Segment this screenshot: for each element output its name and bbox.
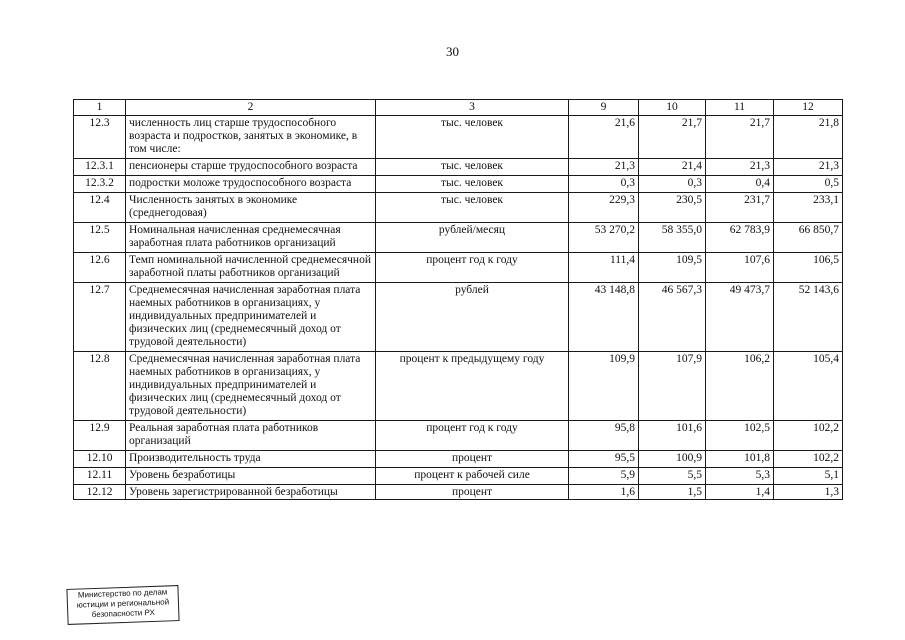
indicator-name: пенсионеры старше трудоспособного возраста <box>126 159 376 176</box>
value-9: 111,4 <box>569 253 639 283</box>
value-11: 21,3 <box>706 159 774 176</box>
value-9: 95,5 <box>569 451 639 468</box>
indicator-name: Реальная заработная плата работников организаций <box>126 421 376 451</box>
unit: тыс. человек <box>376 116 569 159</box>
stamp-line: безопасности РХ <box>91 607 155 620</box>
value-12: 5,1 <box>774 468 843 485</box>
value-12: 233,1 <box>774 193 843 223</box>
value-11: 231,7 <box>706 193 774 223</box>
indicator-name: Производительность труда <box>126 451 376 468</box>
header-col-9: 9 <box>569 100 639 116</box>
value-10: 46 567,3 <box>639 283 706 352</box>
indicator-name: Среднемесячная начисленная заработная плата наемных работников в организациях, у индивидуальных предпринимателей и физических лиц (среднемесячный доход от трудовой деятельности) <box>126 283 376 352</box>
value-11: 49 473,7 <box>706 283 774 352</box>
row-number: 12.3.2 <box>74 176 126 193</box>
value-10: 21,7 <box>639 116 706 159</box>
value-9: 21,6 <box>569 116 639 159</box>
header-col-unit: 3 <box>376 100 569 116</box>
table-row <box>74 468 843 485</box>
indicator-name: Уровень безработицы <box>126 468 376 485</box>
row-number: 12.3.1 <box>74 159 126 176</box>
indicator-name: подростки моложе трудоспособного возраста <box>126 176 376 193</box>
row-number: 12.12 <box>74 485 126 500</box>
value-10: 101,6 <box>639 421 706 451</box>
row-number: 12.11 <box>74 468 126 485</box>
value-9: 21,3 <box>569 159 639 176</box>
row-number: 12.8 <box>74 352 126 421</box>
row-number: 12.7 <box>74 283 126 352</box>
row-number: 12.5 <box>74 223 126 253</box>
value-9: 53 270,2 <box>569 223 639 253</box>
value-12: 0,5 <box>774 176 843 193</box>
value-11: 107,6 <box>706 253 774 283</box>
value-9: 95,8 <box>569 421 639 451</box>
value-10: 21,4 <box>639 159 706 176</box>
value-10: 1,5 <box>639 485 706 500</box>
value-9: 109,9 <box>569 352 639 421</box>
unit: тыс. человек <box>376 176 569 193</box>
unit: рублей/месяц <box>376 223 569 253</box>
value-12: 1,3 <box>774 485 843 500</box>
header-col-10: 10 <box>639 100 706 116</box>
table-row <box>74 421 843 451</box>
value-10: 5,5 <box>639 468 706 485</box>
value-12: 66 850,7 <box>774 223 843 253</box>
row-number: 12.3 <box>74 116 126 159</box>
table-row <box>74 159 843 176</box>
ministry-stamp <box>66 585 179 625</box>
indicator-name: Уровень зарегистрированной безработицы <box>126 485 376 500</box>
header-col-12: 12 <box>774 100 843 116</box>
indicator-name: Номинальная начисленная среднемесячная заработная плата работников организаций <box>126 223 376 253</box>
value-11: 62 783,9 <box>706 223 774 253</box>
unit: тыс. человек <box>376 159 569 176</box>
unit: процент год к году <box>376 253 569 283</box>
header-col-11: 11 <box>706 100 774 116</box>
value-9: 5,9 <box>569 468 639 485</box>
table-row <box>74 176 843 193</box>
value-11: 0,4 <box>706 176 774 193</box>
unit: процент <box>376 451 569 468</box>
value-12: 105,4 <box>774 352 843 421</box>
unit: тыс. человек <box>376 193 569 223</box>
row-number: 12.6 <box>74 253 126 283</box>
value-10: 109,5 <box>639 253 706 283</box>
table-row <box>74 223 843 253</box>
value-12: 106,5 <box>774 253 843 283</box>
value-10: 58 355,0 <box>639 223 706 253</box>
value-9: 1,6 <box>569 485 639 500</box>
value-9: 43 148,8 <box>569 283 639 352</box>
row-number: 12.4 <box>74 193 126 223</box>
value-11: 102,5 <box>706 421 774 451</box>
data-table <box>73 99 843 500</box>
value-11: 106,2 <box>706 352 774 421</box>
indicator-name: Темп номинальной начисленной среднемесячной заработной платы работников организаций <box>126 253 376 283</box>
stamp-line: юстиции и региональной <box>76 597 170 610</box>
value-11: 5,3 <box>706 468 774 485</box>
unit: процент год к году <box>376 421 569 451</box>
value-12: 21,3 <box>774 159 843 176</box>
unit: процент к предыдущему году <box>376 352 569 421</box>
table-row <box>74 253 843 283</box>
row-number: 12.10 <box>74 451 126 468</box>
value-11: 21,7 <box>706 116 774 159</box>
value-10: 107,9 <box>639 352 706 421</box>
unit: рублей <box>376 283 569 352</box>
indicator-name: Среднемесячная начисленная заработная плата наемных работников в организациях, у индивидуальных предпринимателей и физических лиц (среднемесячный доход от трудовой деятельности) <box>126 352 376 421</box>
value-10: 0,3 <box>639 176 706 193</box>
value-9: 229,3 <box>569 193 639 223</box>
value-10: 230,5 <box>639 193 706 223</box>
row-number: 12.9 <box>74 421 126 451</box>
header-row <box>74 100 843 116</box>
table-row <box>74 193 843 223</box>
table-row <box>74 451 843 468</box>
page-number: 30 <box>446 44 459 59</box>
unit: процент к рабочей силе <box>376 468 569 485</box>
value-9: 0,3 <box>569 176 639 193</box>
indicator-name: Численность занятых в экономике (среднегодовая) <box>126 193 376 223</box>
header-col-num: 1 <box>74 100 126 116</box>
header-col-name: 2 <box>126 100 376 116</box>
unit: процент <box>376 485 569 500</box>
table-row <box>74 352 843 421</box>
value-12: 21,8 <box>774 116 843 159</box>
indicator-name: численность лиц старше трудоспособного возраста и подростков, занятых в экономике, в том числе: <box>126 116 376 159</box>
value-11: 101,8 <box>706 451 774 468</box>
stamp-line: Министерство по делам <box>77 587 168 600</box>
value-11: 1,4 <box>706 485 774 500</box>
table-row <box>74 116 843 159</box>
value-12: 102,2 <box>774 421 843 451</box>
value-10: 100,9 <box>639 451 706 468</box>
table-row <box>74 485 843 500</box>
table-row <box>74 283 843 352</box>
value-12: 102,2 <box>774 451 843 468</box>
value-12: 52 143,6 <box>774 283 843 352</box>
